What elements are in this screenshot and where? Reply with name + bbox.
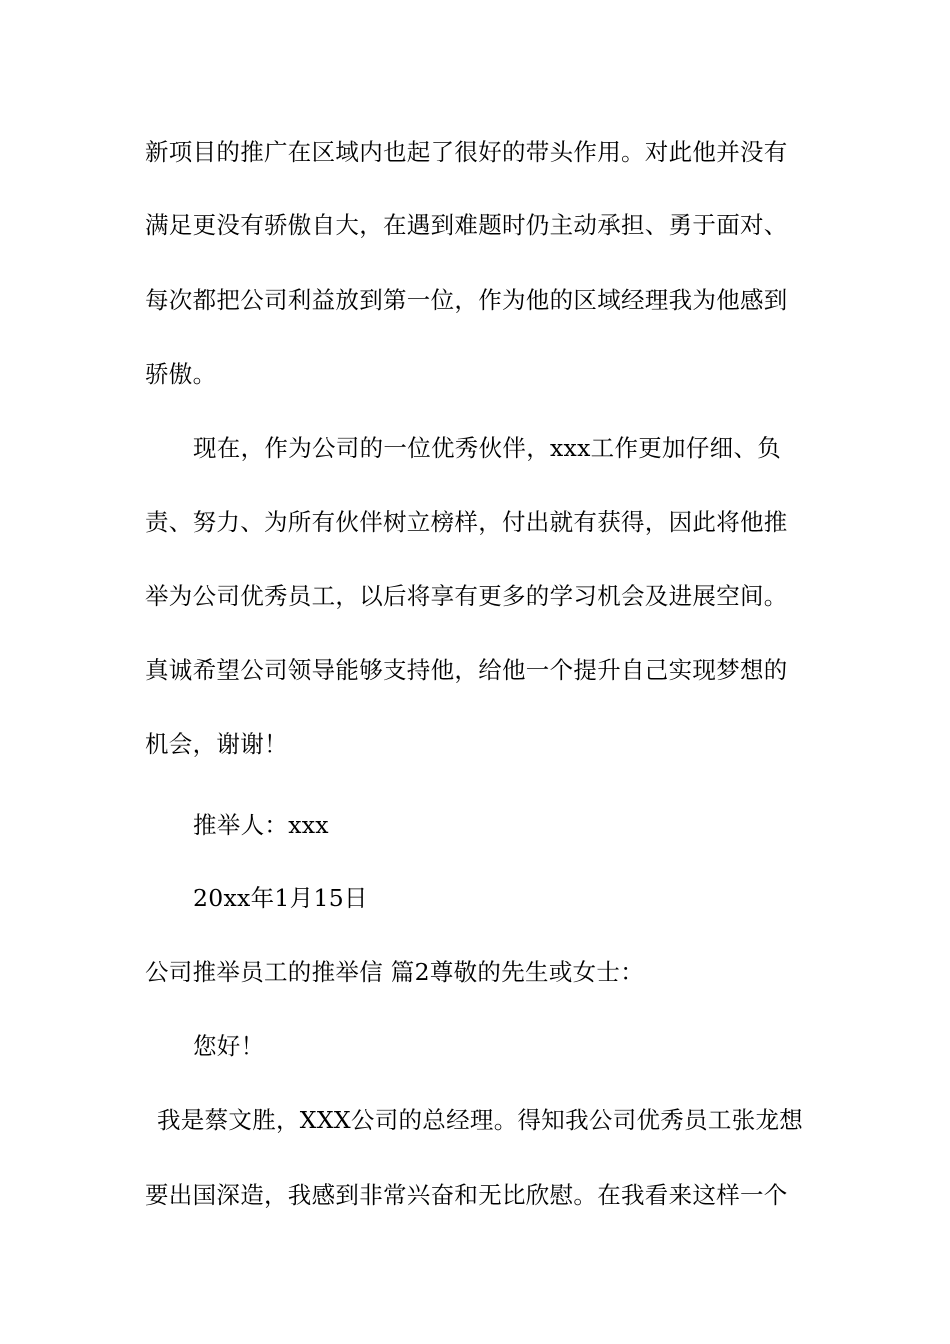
- paragraph-2-line-4: 真诚希望公司领导能够支持他，给他一个提升自己实现梦想的: [145, 656, 788, 684]
- paragraph-3-line-1: 我是蔡文胜，XXX公司的总经理。得知我公司优秀员工张龙想: [157, 1106, 804, 1134]
- signature-date: 20xx年1月15日: [193, 884, 368, 912]
- recommender-signature: 推举人：xxx: [193, 811, 329, 839]
- paragraph-2-line-2: 责、努力、为所有伙伴树立榜样，付出就有获得，因此将他推: [145, 508, 788, 536]
- paragraph-2-line-3: 举为公司优秀员工，以后将享有更多的学习机会及进展空间。: [145, 582, 788, 610]
- paragraph-3-line-2: 要出国深造，我感到非常兴奋和无比欣慰。在我看来这样一个: [145, 1181, 788, 1209]
- paragraph-1-line-1: 新项目的推广在区域内也起了很好的带头作用。对此他并没有: [145, 138, 788, 166]
- greeting: 您好！: [193, 1032, 265, 1060]
- paragraph-1-line-2: 满足更没有骄傲自大，在遇到难题时仍主动承担、勇于面对、: [145, 211, 788, 239]
- paragraph-2-line-1: 现在，作为公司的一位优秀伙伴，xxx工作更加仔细、负: [193, 434, 782, 462]
- section-heading: 公司推举员工的推举信 篇2尊敬的先生或女士：: [145, 958, 645, 986]
- paragraph-1-line-3: 每次都把公司利益放到第一位，作为他的区域经理我为他感到: [145, 286, 788, 314]
- paragraph-1-line-4: 骄傲。: [145, 360, 217, 388]
- paragraph-2-line-5: 机会，谢谢！: [145, 730, 288, 758]
